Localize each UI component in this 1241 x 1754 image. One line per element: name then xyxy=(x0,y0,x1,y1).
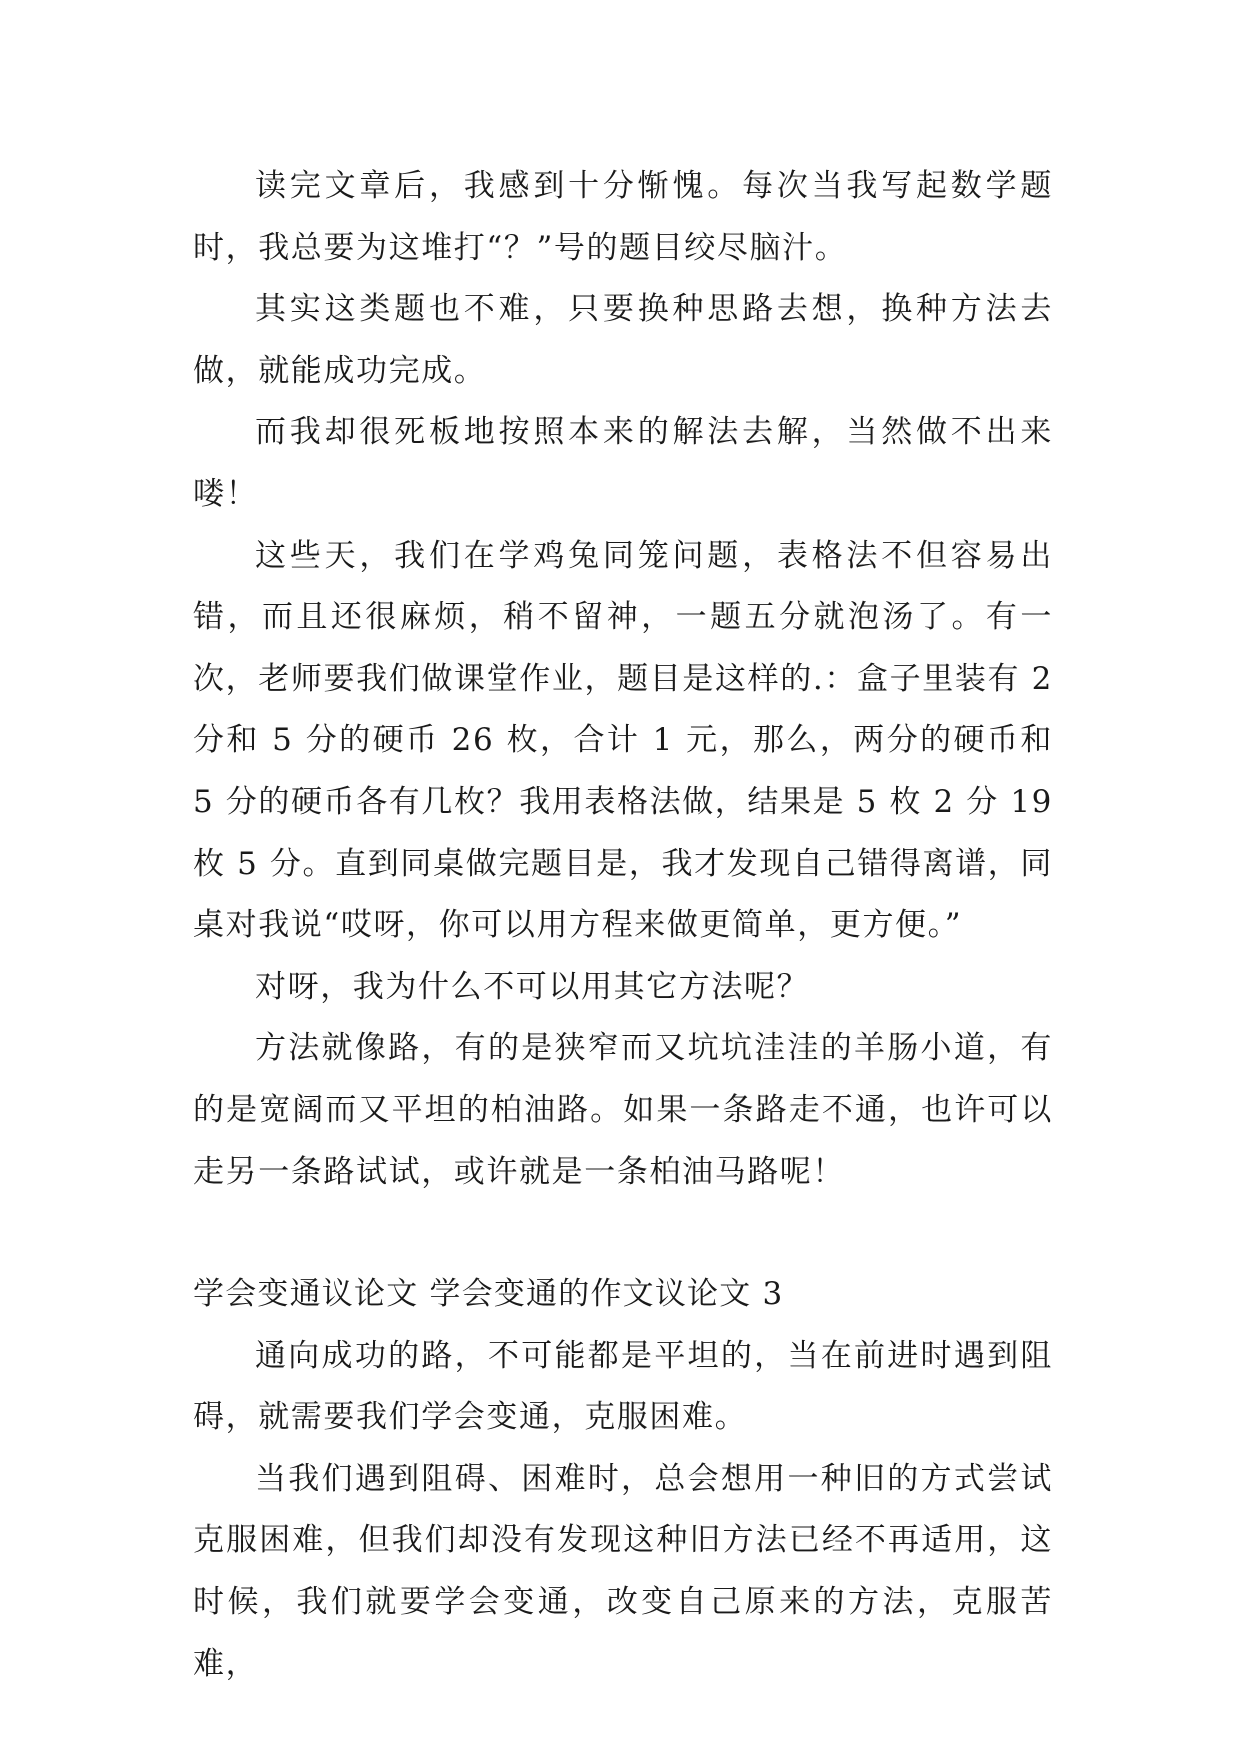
paragraph: 通向成功的路，不可能都是平坦的，当在前进时遇到阻碍，就需要我们学会变通，克服困难。 xyxy=(193,1337,1053,1436)
paragraph: 这些天，我们在学鸡兔同笼问题，表格法不但容易出错，而且还很麻烦，稍不留神，一题五分就泡汤了。有一次，老师要我们做课堂作业，题目是这样的.：盒子里装有 2 分和 5 分的硬币 26 枚，合计 1 元，那么，两分的硬币和 5 分的硬币各有几枚？我用表格法做，结果是 5 枚 2 分 19 枚 5 分。直到同桌做完题目是，我才发现自己错得离谱，同桌对我说“哎呀，你可以用方程来做更简单，更方便。” xyxy=(193,537,1053,944)
document-page xyxy=(193,156,1053,1695)
paragraph: 其实这类题也不难，只要换种思路去想，换种方法去做，就能成功完成。 xyxy=(193,291,1053,389)
paragraph: 当我们遇到阻碍、困难时，总会想用一种旧的方式尝试克服困难，但我们却没有发现这种旧方法已经不再适用，这时候，我们就要学会变通，改变自己原来的方法，克服苦难， xyxy=(193,1460,1053,1682)
paragraph: 读完文章后，我感到十分惭愧。每次当我写起数学题时，我总要为这堆打“？”号的题目绞尽脑汁。 xyxy=(193,168,1053,266)
paragraph: 方法就像路，有的是狭窄而又坑坑洼洼的羊肠小道，有的是宽阔而又平坦的柏油路。如果一条路走不通，也许可以走另一条路试试，或许就是一条柏油马路呢！ xyxy=(193,1030,1053,1190)
paragraph: 而我却很死板地按照本来的解法去解，当然做不出来喽！ xyxy=(193,414,1053,512)
section-heading: 学会变通议论文 学会变通的作文议论文 3 xyxy=(193,1276,784,1313)
paragraph: 对呀，我为什么不可以用其它方法呢？ xyxy=(255,968,810,1005)
